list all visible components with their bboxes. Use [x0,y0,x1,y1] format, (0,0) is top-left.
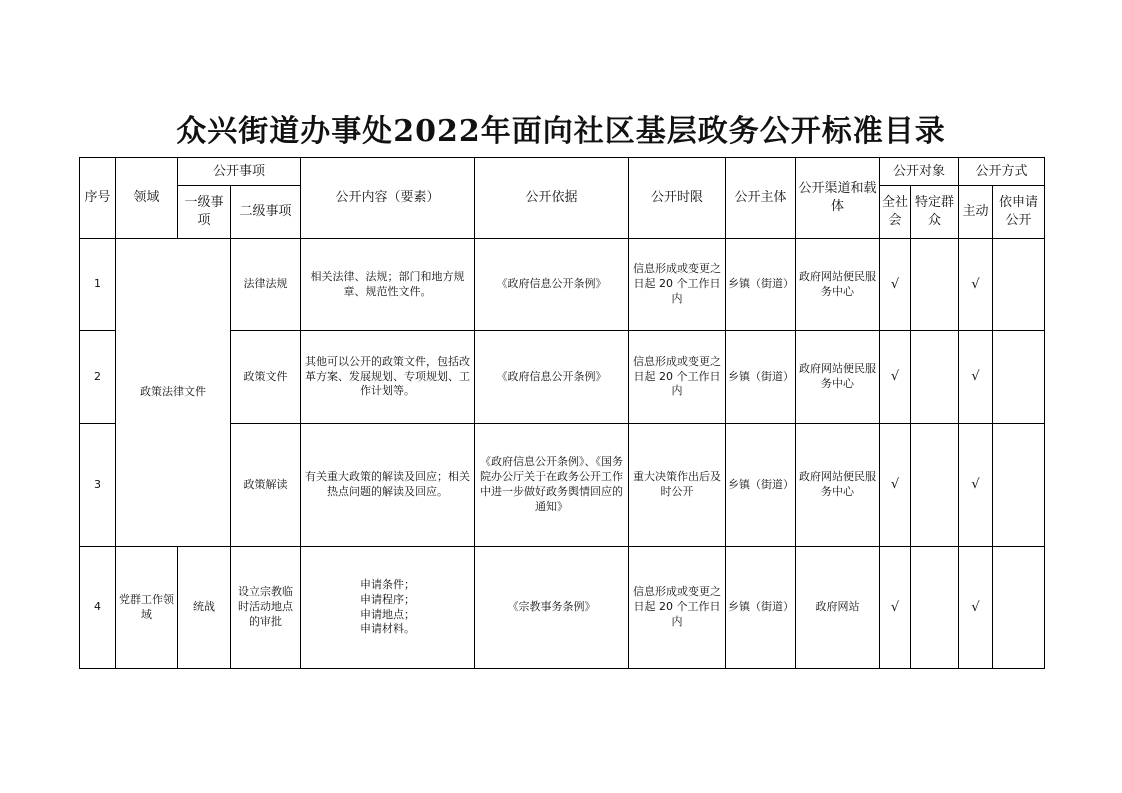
row-subject: 乡镇（街道） [726,331,796,424]
header-basis: 公开依据 [475,158,629,239]
row-time-limit: 信息形成或变更之日起 20 个工作日内 [629,547,726,669]
row-level2: 政策文件 [231,331,301,424]
row-all-society-check: √ [880,547,911,669]
row-seq: 2 [80,331,116,424]
header-seq: 序号 [80,158,116,239]
row-request-check [993,239,1045,331]
header-method-active: 主动 [959,186,993,239]
row-content: 其他可以公开的政策文件，包括改革方案、发展规划、专项规划、工作计划等。 [301,331,475,424]
header-channel: 公开渠道和载体 [796,158,880,239]
row-request-check [993,424,1045,547]
row-time-limit: 重大决策作出后及时公开 [629,424,726,547]
row-content [301,547,475,669]
row-channel: 政府网站便民服务中心 [796,239,880,331]
table-row [80,547,1045,669]
content-line: 申请条件； [360,577,416,591]
row-subject: 乡镇（街道） [726,547,796,669]
table-row [80,239,1045,331]
row-basis: 《政府信息公开条例》 [475,239,629,331]
header-audience-all: 全社会 [880,186,911,239]
header-level2: 二级事项 [231,186,301,239]
row-channel: 政府网站 [796,547,880,669]
row-seq: 4 [80,547,116,669]
header-level1: 一级事项 [178,186,231,239]
page-title: 众兴街道办事处2022年面向社区基层政务公开标准目录 [176,114,946,149]
header-content: 公开内容（要素） [301,158,475,239]
row-time-limit: 信息形成或变更之日起 20 个工作日内 [629,239,726,331]
row-request-check [993,547,1045,669]
row-level2: 设立宗教临时活动地点的审批 [231,547,301,669]
header-subject: 公开主体 [726,158,796,239]
row-specific-check [911,331,959,424]
header-audience-group: 公开对象 [880,158,959,186]
row-channel: 政府网站便民服务中心 [796,331,880,424]
row-channel: 政府网站便民服务中心 [796,424,880,547]
row-specific-check [911,547,959,669]
row-active-check: √ [959,424,993,547]
row-all-society-check: √ [880,239,911,331]
row-time-limit: 信息形成或变更之日起 20 个工作日内 [629,331,726,424]
row-active-check: √ [959,331,993,424]
row-level2: 法律法规 [231,239,301,331]
header-time-limit: 公开时限 [629,158,726,239]
row-active-check: √ [959,239,993,331]
row-all-society-check: √ [880,424,911,547]
row-domain: 党群工作领域 [116,547,178,669]
catalog-table [79,157,1045,669]
header-method-request: 依申请公开 [993,186,1045,239]
row-subject: 乡镇（街道） [726,239,796,331]
row-level2: 政策解读 [231,424,301,547]
row-content: 有关重大政策的解读及回应；相关热点问题的解读及回应。 [301,424,475,547]
row-specific-check [911,424,959,547]
row-all-society-check: √ [880,331,911,424]
row-domain-merged: 政策法律文件 [116,239,231,547]
header-items-group: 公开事项 [178,158,301,186]
header-audience-specific: 特定群众 [911,186,959,239]
row-specific-check [911,239,959,331]
row-seq: 3 [80,424,116,547]
content-line: 申请材料。 [360,622,416,636]
header-row-1 [80,158,1045,186]
row-request-check [993,331,1045,424]
row-content: 相关法律、法规；部门和地方规章、规范性文件。 [301,239,475,331]
row-subject: 乡镇（街道） [726,424,796,547]
row-seq: 1 [80,239,116,331]
row-basis: 《政府信息公开条例》、《国务院办公厅关于在政务公开工作中进一步做好政务舆情回应的通知》 [475,424,629,547]
content-line: 申请程序； [360,592,416,606]
row-basis: 《政府信息公开条例》 [475,331,629,424]
header-method-group: 公开方式 [959,158,1045,186]
header-domain: 领域 [116,158,178,239]
row-basis: 《宗教事务条例》 [475,547,629,669]
row-active-check: √ [959,547,993,669]
row-level1: 统战 [178,547,231,669]
content-line: 申请地点； [360,607,416,621]
